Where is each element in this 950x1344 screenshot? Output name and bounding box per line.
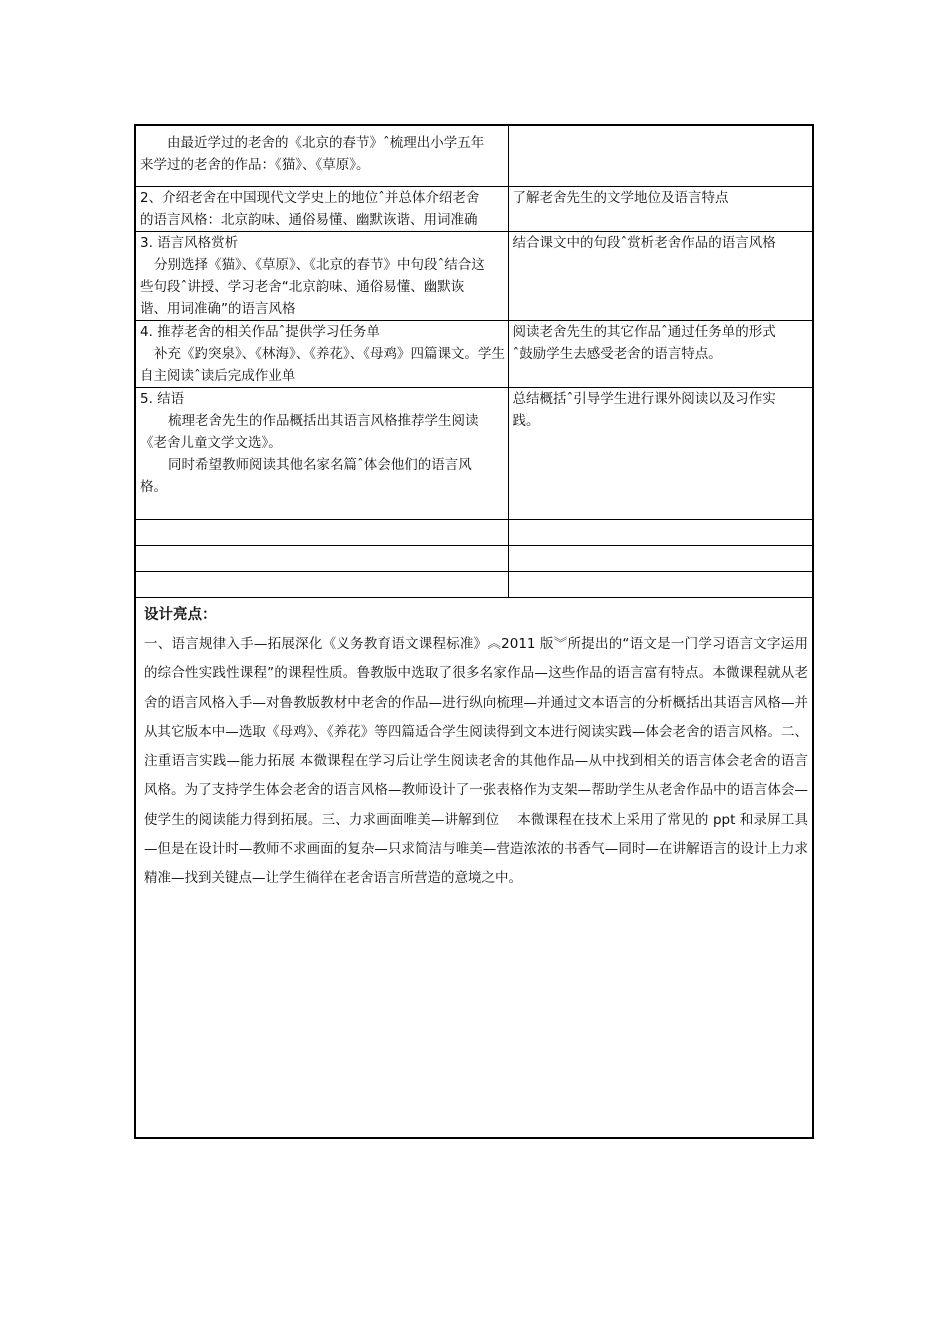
purpose-cell: 了解老舍先生的文学地位及语言特点	[508, 186, 814, 231]
activity-line: 4. 推荐老舍的相关作品ˆ提供学习任务单	[140, 323, 380, 340]
purpose-cell	[508, 387, 814, 519]
purpose-cell: 结合课文中的句段ˆ赏析老舍作品的语言风格	[508, 231, 814, 320]
activity-line: 《老舍儿童文学文选》。	[140, 434, 282, 451]
activity-cell	[136, 320, 508, 387]
table-row	[136, 186, 814, 231]
activity-line: 的语言风格：北京韵味、通俗易懂、幽默诙谐、用词准确	[140, 211, 478, 228]
empty-cell	[136, 571, 508, 597]
activity-line: 5. 结语	[140, 390, 185, 407]
empty-cell	[508, 571, 814, 597]
purpose-line: 践。	[512, 412, 540, 429]
activity-line: 补充《趵突泉》、《林海》、《养花》、《母鸡》四篇课文。学生	[154, 345, 505, 362]
activity-line: 梳理老舍先生的作品概括出其语言风格推荐学生阅读	[168, 412, 479, 429]
activity-line: 格。	[140, 478, 167, 495]
empty-row	[136, 571, 814, 597]
table-row	[136, 231, 814, 320]
activity-cell	[136, 231, 508, 320]
purpose-line: 阅读老舍先生的其它作品ˆ通过任务单的形式	[512, 323, 776, 340]
empty-row	[136, 545, 814, 571]
purpose-cell	[508, 320, 814, 387]
empty-cell	[508, 545, 814, 571]
activity-line: 2、介绍老舍在中国现代文学史上的地位ˆ并总体介绍老舍	[140, 189, 480, 206]
activity-line: 3. 语言风格赏析	[140, 234, 239, 251]
purpose-cell	[508, 126, 814, 186]
activity-line: 分别选择《猫》、《草原》、《北京的春节》中句段ˆ结合这	[154, 256, 485, 273]
empty-cell	[136, 519, 508, 545]
highlights-heading: 设计亮点：	[144, 607, 217, 623]
table-row	[136, 320, 814, 387]
teaching-process-table	[136, 126, 814, 598]
purpose-line: 总结概括ˆ引导学生进行课外阅读以及习作实	[512, 390, 776, 407]
table-row	[136, 126, 814, 186]
table-row	[136, 387, 814, 519]
empty-cell	[508, 519, 814, 545]
activity-cell	[136, 126, 508, 186]
activity-cell	[136, 186, 508, 231]
highlights-paragraph: 一、语言规律入手—拓展深化《义务教育语文课程标准》︽2011 版︾所提出的“语文是一门学习语言文字运用的综合性实践性课程”的课程性质。鲁教版中选取了很多名家作品—这些作品的语言富有特点。本微课程就从老舍的语言风格入手—对鲁教版教材中老舍的作品—进行纵向梳理—并通过文本语言的分析概括出其语言风格—并从其它版本中—选取《母鸡》、《养花》等四篇适合学生阅读得到文本进行阅读实践—体会老舍的语言风格。二、注重语言实践—能力拓展 本微课程在学习后让学生阅读老舍的其他作品—从中找到相关的语言体会老舍的语言风格。为了支持学生体会老舍的语言风格—教师设计了一张表格作为支架—帮助学生从老舍作品中的语言体会—使学生的阅读能力得到拓展。三、力求画面唯美—讲解到位 本微课程在技术上采用了常见的 ppt 和录屏工具—但是在设计时—教师不求画面的复杂—只求简洁与唯美—营造浓浓的书香气—同时—在讲解语言的设计上力求精准—找到关键点—让学生徜徉在老舍语言所营造的意境之中。	[144, 636, 808, 887]
activity-line: 来学过的老舍的作品：《猫》、《草原》。	[140, 157, 370, 173]
purpose-line: ˆ鼓励学生去感受老舍的语言特点。	[512, 345, 722, 362]
activity-line: 自主阅读ˆ读后完成作业单	[140, 367, 296, 384]
design-highlights-section	[136, 596, 814, 894]
lesson-design-frame	[134, 124, 814, 1139]
empty-row	[136, 519, 814, 545]
activity-line: 由最近学过的老舍的《北京的春节》ˆ梳理出小学五年	[167, 135, 485, 151]
activity-line: 些句段ˆ讲授、学习老舍“北京韵味、通俗易懂、幽默诙	[140, 278, 465, 295]
activity-line: 谐、用词准确”的语言风格	[140, 300, 296, 317]
activity-cell	[136, 387, 508, 519]
empty-cell	[136, 545, 508, 571]
activity-line: 同时希望教师阅读其他名家名篇ˆ体会他们的语言风	[168, 456, 472, 473]
